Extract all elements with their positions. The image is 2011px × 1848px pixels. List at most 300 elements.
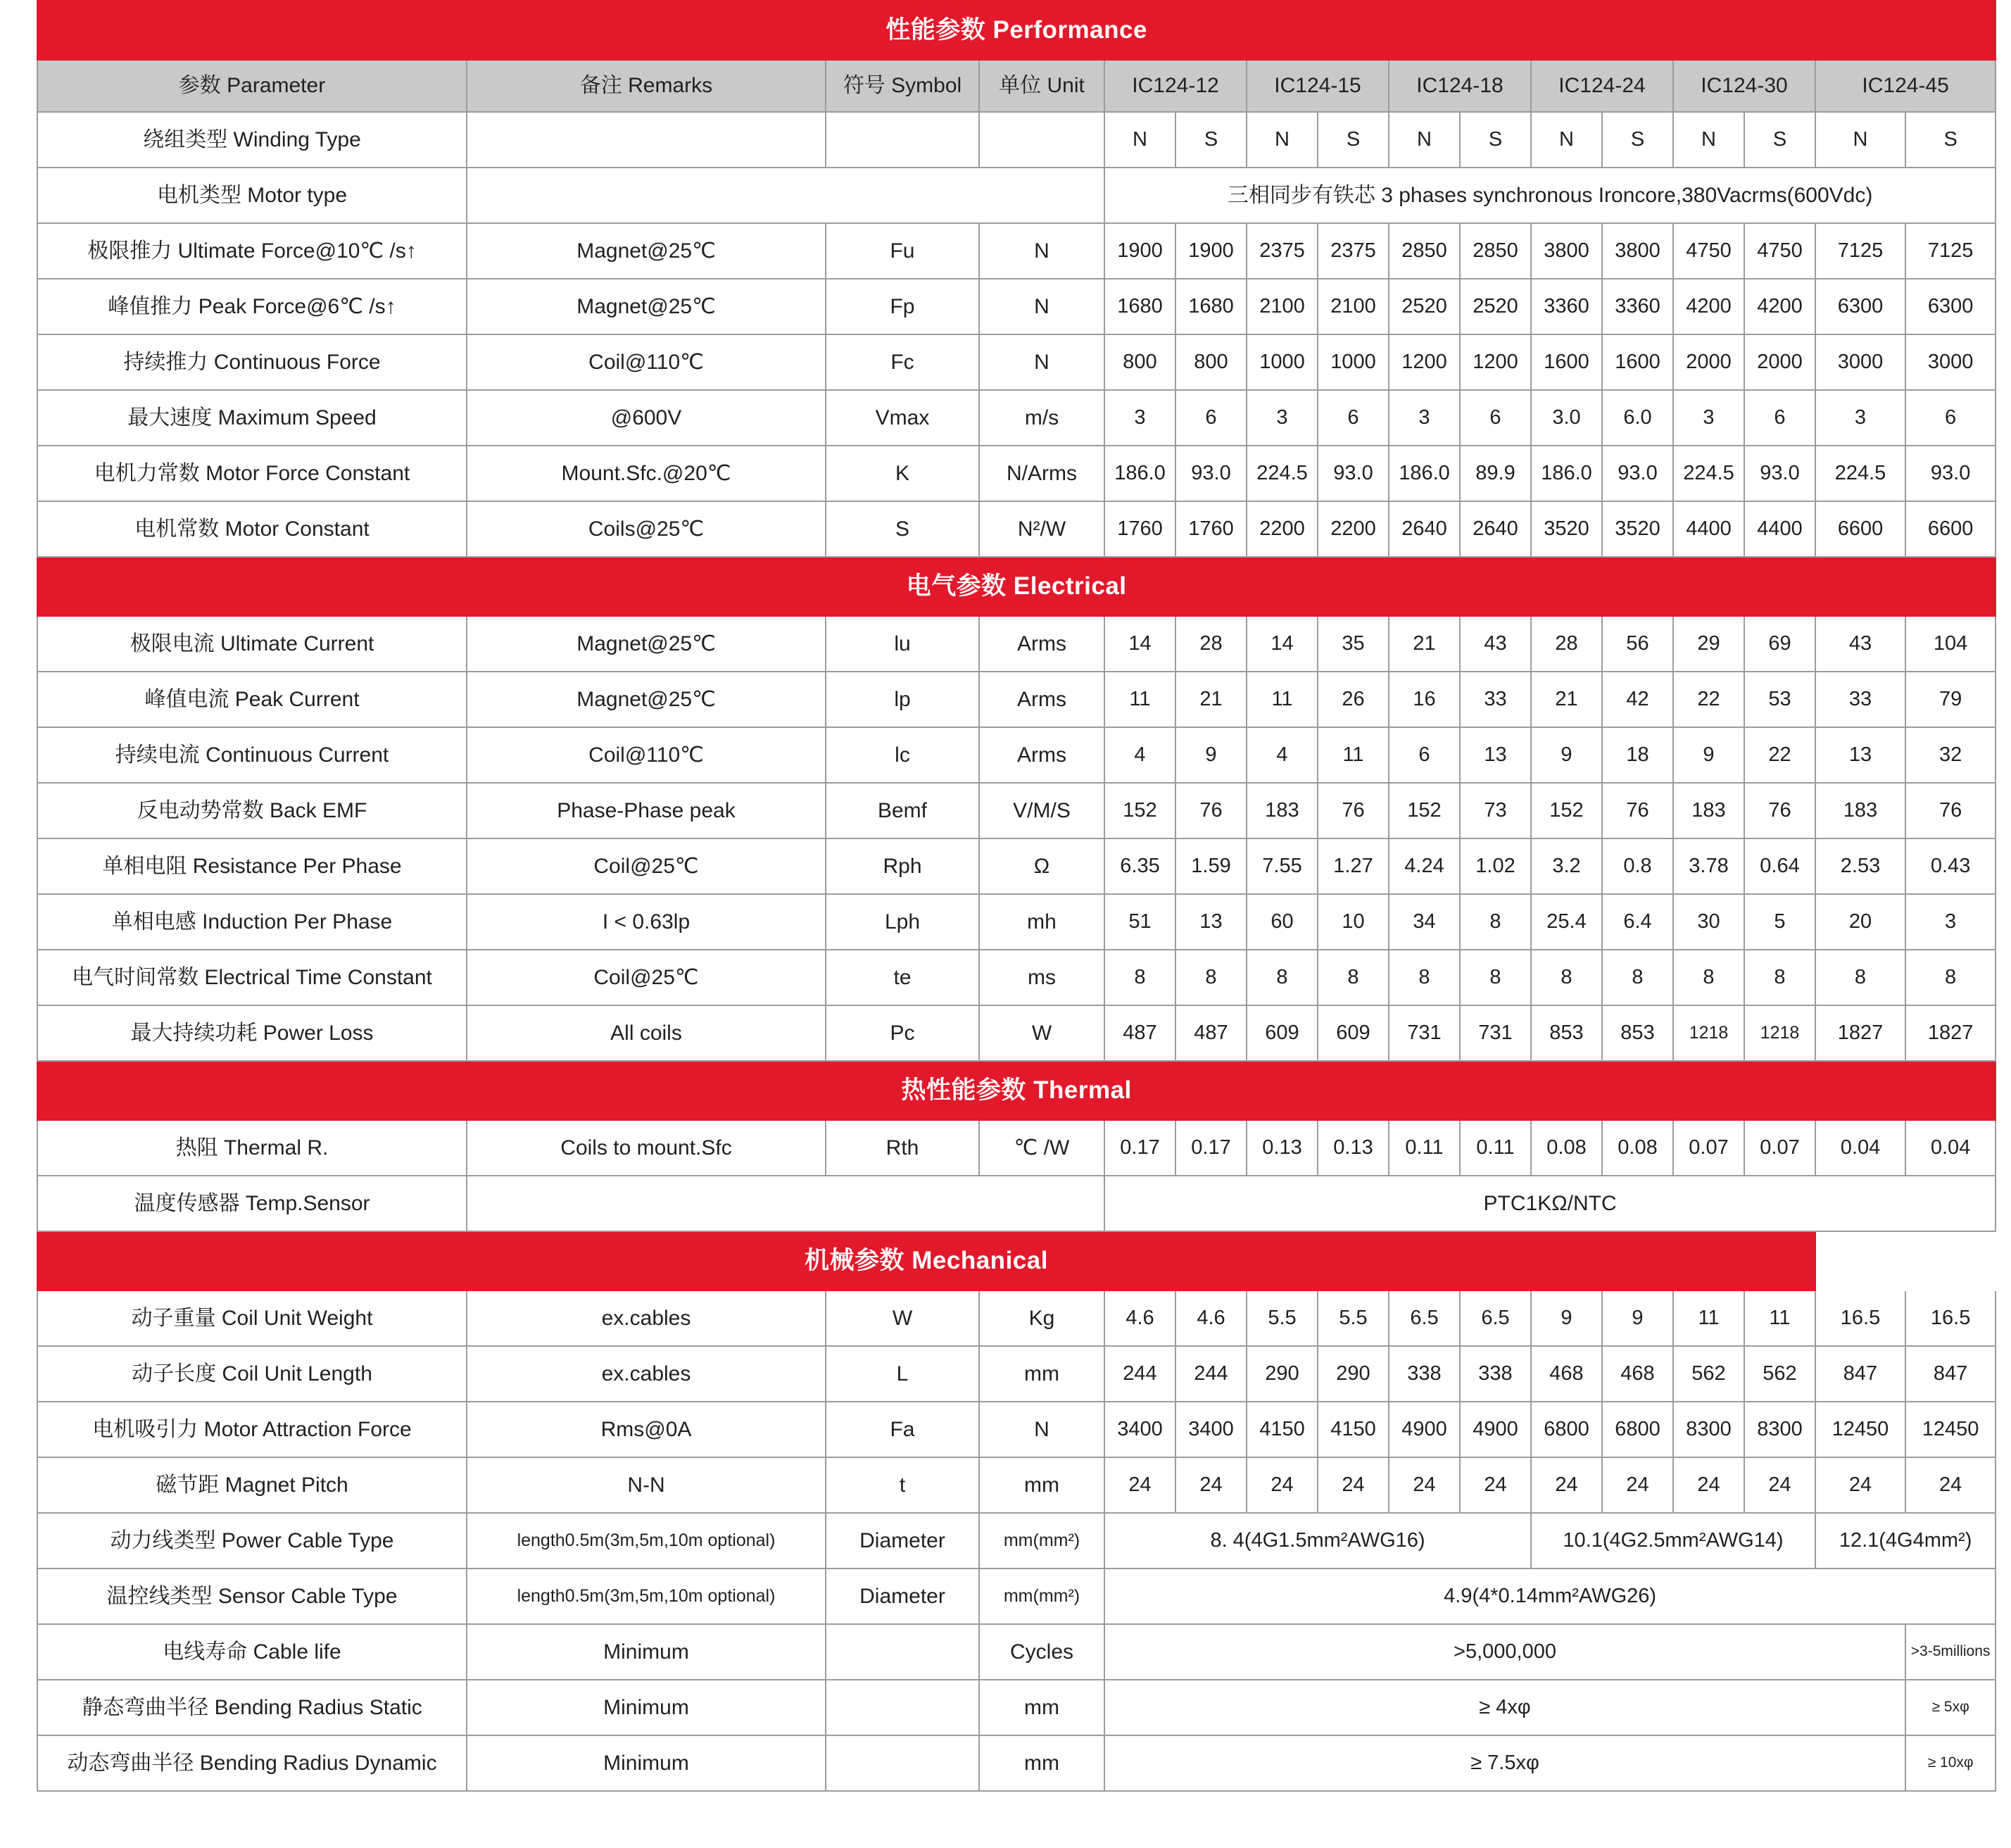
cell-value: 4150 — [1247, 1402, 1318, 1457]
row-symbol: Fu — [826, 223, 979, 279]
cell-value: 56 — [1602, 616, 1673, 672]
cell-value: 51 — [1104, 894, 1175, 950]
cell-value: 8 — [1905, 950, 1996, 1005]
row-label: 最大速度 Maximum Speed — [37, 390, 467, 446]
cell-value: 1760 — [1104, 501, 1175, 557]
cell-value: 2200 — [1247, 501, 1318, 557]
row-remark: ex.cables — [467, 1346, 826, 1402]
row-remark: length0.5m(3m,5m,10m optional) — [467, 1513, 826, 1569]
cell-value: 290 — [1318, 1346, 1389, 1402]
cell-value: 0.04 — [1815, 1120, 1905, 1176]
row-remark: Minimum — [467, 1735, 826, 1791]
row-label: 反电动势常数 Back EMF — [37, 783, 467, 838]
cell-value: 6800 — [1602, 1402, 1673, 1457]
table-row-power-loss — [37, 1005, 1996, 1061]
cell-value: 0.13 — [1318, 1120, 1389, 1176]
row-label: 热阻 Thermal R. — [37, 1120, 467, 1176]
row-unit: mm(mm²) — [979, 1513, 1104, 1569]
cell-value: 186.0 — [1531, 446, 1602, 501]
cell-value: 609 — [1247, 1005, 1318, 1061]
row-remark: Coils@25℃ — [467, 501, 826, 557]
cell-value: 76 — [1318, 783, 1389, 838]
cell-value-bending-dynamic-last: ≥ 10xφ — [1905, 1735, 1996, 1791]
row-symbol: L — [826, 1346, 979, 1402]
cell-value: 8300 — [1673, 1402, 1744, 1457]
cell-value: 32 — [1905, 727, 1996, 783]
table-row-motor-attraction-force — [37, 1402, 1996, 1457]
cell-value: 0.43 — [1905, 838, 1996, 894]
cell-value-power-cable-group-1: 8. 4(4G1.5mm²AWG16) — [1104, 1513, 1531, 1569]
cell-value: 76 — [1175, 783, 1247, 838]
cell-value: 338 — [1460, 1346, 1531, 1402]
cell-value: S — [1905, 112, 1996, 168]
cell-value: 2520 — [1389, 279, 1460, 334]
row-label: 极限推力 Ultimate Force@10℃ /s↑ — [37, 223, 467, 279]
cell-value: 11 — [1318, 727, 1389, 783]
row-symbol: Vmax — [826, 390, 979, 446]
cell-value: 16.5 — [1815, 1290, 1905, 1346]
cell-value: 152 — [1389, 783, 1460, 838]
column-header-model-5: IC124-30 — [1673, 60, 1815, 112]
cell-value-power-cable-group-3: 12.1(4G4mm²) — [1815, 1513, 1996, 1569]
row-symbol: Diameter — [826, 1569, 979, 1624]
cell-value: 5 — [1744, 894, 1815, 950]
cell-value: 1.27 — [1318, 838, 1389, 894]
cell-value: 731 — [1389, 1005, 1460, 1061]
row-remark: Rms@0A — [467, 1402, 826, 1457]
cell-value: 93.0 — [1175, 446, 1247, 501]
cell-value: 4 — [1247, 727, 1318, 783]
cell-value: 800 — [1175, 334, 1247, 390]
cell-value: N — [1104, 112, 1175, 168]
row-symbol: Bemf — [826, 783, 979, 838]
cell-value: 183 — [1247, 783, 1318, 838]
cell-value: 20 — [1815, 894, 1905, 950]
row-label: 峰值推力 Peak Force@6℃ /s↑ — [37, 279, 467, 334]
cell-value: 43 — [1815, 616, 1905, 672]
row-label: 温控线类型 Sensor Cable Type — [37, 1569, 467, 1624]
row-remark: Phase-Phase peak — [467, 783, 826, 838]
row-remark: @600V — [467, 390, 826, 446]
row-remark: Magnet@25℃ — [467, 672, 826, 727]
row-remark: Minimum — [467, 1624, 826, 1680]
table-row-continuous-current — [37, 727, 1996, 783]
row-label: 温度传感器 Temp.Sensor — [37, 1176, 467, 1231]
cell-value: 24 — [1815, 1457, 1905, 1513]
row-unit: N — [979, 223, 1104, 279]
cell-value: 6800 — [1531, 1402, 1602, 1457]
cell-value: 16 — [1389, 672, 1460, 727]
row-symbol: lc — [826, 727, 979, 783]
cell-value: 7.55 — [1247, 838, 1318, 894]
table-row-resistance-per-phase — [37, 838, 1996, 894]
table-row-winding-type — [37, 112, 1996, 168]
row-symbol: lp — [826, 672, 979, 727]
row-label: 最大持续功耗 Power Loss — [37, 1005, 467, 1061]
cell-value: 3000 — [1905, 334, 1996, 390]
cell-value: 224.5 — [1673, 446, 1744, 501]
row-unit: mm — [979, 1735, 1104, 1791]
cell-value: 3400 — [1175, 1402, 1247, 1457]
cell-value: 1000 — [1247, 334, 1318, 390]
cell-value: 24 — [1673, 1457, 1744, 1513]
row-remark — [467, 1176, 1104, 1231]
row-unit: Cycles — [979, 1624, 1104, 1680]
row-symbol: W — [826, 1290, 979, 1346]
column-header-model-3: IC124-18 — [1389, 60, 1531, 112]
cell-value: 6.35 — [1104, 838, 1175, 894]
row-unit: N — [979, 279, 1104, 334]
row-remark: All coils — [467, 1005, 826, 1061]
table-row-ultimate-current — [37, 616, 1996, 672]
cell-value: 3 — [1247, 390, 1318, 446]
cell-value: 25.4 — [1531, 894, 1602, 950]
cell-value: 6 — [1744, 390, 1815, 446]
cell-value: 1900 — [1175, 223, 1247, 279]
row-remark: Mount.Sfc.@20℃ — [467, 446, 826, 501]
cell-value: 3 — [1905, 894, 1996, 950]
cell-value-bending-static-main: ≥ 4xφ — [1104, 1680, 1905, 1735]
cell-value: 35 — [1318, 616, 1389, 672]
cell-value: 28 — [1175, 616, 1247, 672]
row-remark: Magnet@25℃ — [467, 223, 826, 279]
cell-value: 4900 — [1389, 1402, 1460, 1457]
row-label: 磁节距 Magnet Pitch — [37, 1457, 467, 1513]
cell-value: 468 — [1531, 1346, 1602, 1402]
table-row-maximum-speed — [37, 390, 1996, 446]
cell-value: 21 — [1175, 672, 1247, 727]
cell-value-cable-life-last: >3-5millions — [1905, 1624, 1996, 1680]
cell-value: 11 — [1673, 1290, 1744, 1346]
row-label: 动子长度 Coil Unit Length — [37, 1346, 467, 1402]
cell-value: 4.6 — [1175, 1290, 1247, 1346]
row-unit: m/s — [979, 390, 1104, 446]
cell-value: 468 — [1602, 1346, 1673, 1402]
cell-value: 2375 — [1318, 223, 1389, 279]
table-header-row — [37, 60, 1996, 112]
cell-value: 53 — [1744, 672, 1815, 727]
row-label: 电机力常数 Motor Force Constant — [37, 446, 467, 501]
table-row-motor-type — [37, 168, 1996, 223]
cell-value: 1218 — [1673, 1005, 1744, 1061]
column-header-model-1: IC124-12 — [1104, 60, 1247, 112]
cell-value: 6 — [1389, 727, 1460, 783]
row-unit: mm — [979, 1346, 1104, 1402]
row-label: 静态弯曲半径 Bending Radius Static — [37, 1680, 467, 1735]
table-row-cable-life — [37, 1624, 1996, 1680]
column-header-parameter: 参数 Parameter — [37, 60, 467, 112]
cell-value: 2375 — [1247, 223, 1318, 279]
cell-value: S — [1460, 112, 1531, 168]
row-unit: Arms — [979, 672, 1104, 727]
cell-value: 0.17 — [1104, 1120, 1175, 1176]
row-symbol: K — [826, 446, 979, 501]
cell-value: 3800 — [1531, 223, 1602, 279]
row-label: 持续电流 Continuous Current — [37, 727, 467, 783]
cell-value: 13 — [1175, 894, 1247, 950]
cell-value: 6.0 — [1602, 390, 1673, 446]
row-unit: N²/W — [979, 501, 1104, 557]
table-row-bending-radius-static — [37, 1680, 1996, 1735]
cell-value: 6 — [1905, 390, 1996, 446]
cell-value: 3.0 — [1531, 390, 1602, 446]
table-row-continuous-force — [37, 334, 1996, 390]
cell-value: 6300 — [1905, 279, 1996, 334]
cell-value: 28 — [1531, 616, 1602, 672]
cell-value: S — [1602, 112, 1673, 168]
cell-value: 3360 — [1531, 279, 1602, 334]
cell-value: 24 — [1460, 1457, 1531, 1513]
cell-value: 21 — [1531, 672, 1602, 727]
cell-value: 2.53 — [1815, 838, 1905, 894]
cell-value: 104 — [1905, 616, 1996, 672]
row-symbol — [826, 112, 979, 168]
cell-value: 609 — [1318, 1005, 1389, 1061]
cell-value: 8 — [1318, 950, 1389, 1005]
section-spacer — [1905, 1231, 1996, 1290]
row-label: 极限电流 Ultimate Current — [37, 616, 467, 672]
row-symbol: te — [826, 950, 979, 1005]
row-remark: N-N — [467, 1457, 826, 1513]
row-symbol: Diameter — [826, 1513, 979, 1569]
row-unit: N/Arms — [979, 446, 1104, 501]
cell-value: 338 — [1389, 1346, 1460, 1402]
cell-value: 1200 — [1389, 334, 1460, 390]
cell-value-cable-life-main: >5,000,000 — [1104, 1624, 1905, 1680]
cell-value: 24 — [1175, 1457, 1247, 1513]
cell-value: 487 — [1175, 1005, 1247, 1061]
cell-value: 800 — [1104, 334, 1175, 390]
cell-value: 60 — [1247, 894, 1318, 950]
cell-value: N — [1247, 112, 1318, 168]
cell-value: 11 — [1104, 672, 1175, 727]
cell-value: 43 — [1460, 616, 1531, 672]
row-unit: ℃ /W — [979, 1120, 1104, 1176]
cell-value: 34 — [1389, 894, 1460, 950]
cell-value: 152 — [1104, 783, 1175, 838]
cell-value: 93.0 — [1905, 446, 1996, 501]
cell-value: 244 — [1175, 1346, 1247, 1402]
table-row-ultimate-force — [37, 223, 1996, 279]
row-remark: Magnet@25℃ — [467, 279, 826, 334]
cell-value: 4 — [1104, 727, 1175, 783]
cell-value: 24 — [1247, 1457, 1318, 1513]
cell-value: 8 — [1673, 950, 1744, 1005]
cell-value: 4.24 — [1389, 838, 1460, 894]
cell-value: 8300 — [1744, 1402, 1815, 1457]
cell-value: N — [1673, 112, 1744, 168]
cell-value: 6600 — [1905, 501, 1996, 557]
row-remark: Coil@25℃ — [467, 838, 826, 894]
cell-value: 8 — [1104, 950, 1175, 1005]
specification-table — [37, 0, 1996, 1792]
cell-value: 2850 — [1389, 223, 1460, 279]
cell-value: 0.07 — [1744, 1120, 1815, 1176]
cell-value: 12450 — [1905, 1402, 1996, 1457]
cell-value: 5.5 — [1247, 1290, 1318, 1346]
section-header-mechanical — [37, 1231, 1996, 1290]
row-label: 动子重量 Coil Unit Weight — [37, 1290, 467, 1346]
table-row-induction-per-phase — [37, 894, 1996, 950]
row-symbol: Rth — [826, 1120, 979, 1176]
cell-value: 3.2 — [1531, 838, 1602, 894]
cell-value: 8 — [1815, 950, 1905, 1005]
cell-value: 6 — [1318, 390, 1389, 446]
cell-value: 93.0 — [1744, 446, 1815, 501]
cell-value: 0.07 — [1673, 1120, 1744, 1176]
cell-value: 10 — [1318, 894, 1389, 950]
cell-value: 24 — [1318, 1457, 1389, 1513]
table-row-peak-current — [37, 672, 1996, 727]
row-unit: mh — [979, 894, 1104, 950]
cell-value: 22 — [1673, 672, 1744, 727]
cell-value: 3.78 — [1673, 838, 1744, 894]
cell-value: 1600 — [1602, 334, 1673, 390]
column-header-remarks: 备注 Remarks — [467, 60, 826, 112]
cell-value: 3520 — [1602, 501, 1673, 557]
cell-value: 4750 — [1744, 223, 1815, 279]
cell-value: 0.17 — [1175, 1120, 1247, 1176]
cell-value: 9 — [1175, 727, 1247, 783]
cell-value: 183 — [1815, 783, 1905, 838]
cell-value: 8 — [1247, 950, 1318, 1005]
section-header-electrical — [37, 557, 1996, 616]
cell-value: 0.11 — [1389, 1120, 1460, 1176]
cell-value: 2000 — [1673, 334, 1744, 390]
cell-value: 4750 — [1673, 223, 1744, 279]
cell-value: 6.5 — [1460, 1290, 1531, 1346]
cell-value: 152 — [1531, 783, 1602, 838]
cell-value: 4400 — [1744, 501, 1815, 557]
cell-value-power-cable-group-2: 10.1(4G2.5mm²AWG14) — [1531, 1513, 1815, 1569]
row-label: 动力线类型 Power Cable Type — [37, 1513, 467, 1569]
row-remark: Coils to mount.Sfc — [467, 1120, 826, 1176]
row-symbol: S — [826, 501, 979, 557]
cell-value: S — [1175, 112, 1247, 168]
cell-value: 8 — [1460, 950, 1531, 1005]
cell-value: 4200 — [1744, 279, 1815, 334]
cell-value: 1218 — [1744, 1005, 1815, 1061]
cell-value: 1827 — [1815, 1005, 1905, 1061]
cell-value: 14 — [1247, 616, 1318, 672]
table-row-electrical-time-constant — [37, 950, 1996, 1005]
table-row-motor-constant — [37, 501, 1996, 557]
cell-value: 3 — [1815, 390, 1905, 446]
row-symbol: Fc — [826, 334, 979, 390]
row-unit: Arms — [979, 616, 1104, 672]
cell-value-sensor-cable: 4.9(4*0.14mm²AWG26) — [1104, 1569, 1996, 1624]
cell-value: 30 — [1673, 894, 1744, 950]
table-row-sensor-cable-type — [37, 1569, 1996, 1624]
row-unit: N — [979, 1402, 1104, 1457]
cell-value: 224.5 — [1247, 446, 1318, 501]
cell-value: S — [1318, 112, 1389, 168]
cell-value: 5.5 — [1318, 1290, 1389, 1346]
table-row-back-emf — [37, 783, 1996, 838]
row-label: 电线寿命 Cable life — [37, 1624, 467, 1680]
cell-value: 853 — [1531, 1005, 1602, 1061]
row-remark: Magnet@25℃ — [467, 616, 826, 672]
cell-value: 4.6 — [1104, 1290, 1175, 1346]
cell-value: 9 — [1531, 727, 1602, 783]
row-unit: mm — [979, 1680, 1104, 1735]
cell-value-bending-static-last: ≥ 5xφ — [1905, 1680, 1996, 1735]
row-label: 电机常数 Motor Constant — [37, 501, 467, 557]
row-label: 峰值电流 Peak Current — [37, 672, 467, 727]
row-label: 单相电阻 Resistance Per Phase — [37, 838, 467, 894]
cell-value: 0.08 — [1531, 1120, 1602, 1176]
cell-value: 186.0 — [1389, 446, 1460, 501]
cell-value: 79 — [1905, 672, 1996, 727]
row-symbol — [826, 1624, 979, 1680]
cell-value: 24 — [1602, 1457, 1673, 1513]
table-row-thermal-resistance — [37, 1120, 1996, 1176]
cell-value: 1200 — [1460, 334, 1531, 390]
cell-value: 847 — [1815, 1346, 1905, 1402]
cell-value: N — [1815, 112, 1905, 168]
row-label: 单相电感 Induction Per Phase — [37, 894, 467, 950]
table-row-coil-unit-length — [37, 1346, 1996, 1402]
cell-value: 0.04 — [1905, 1120, 1996, 1176]
cell-value: 1680 — [1104, 279, 1175, 334]
cell-value: 186.0 — [1104, 446, 1175, 501]
cell-value: 4200 — [1673, 279, 1744, 334]
cell-value: 33 — [1815, 672, 1905, 727]
section-header-performance — [37, 1, 1996, 60]
cell-value: 2200 — [1318, 501, 1389, 557]
table-row-magnet-pitch — [37, 1457, 1996, 1513]
table-row-power-cable-type — [37, 1513, 1996, 1569]
cell-value: 2000 — [1744, 334, 1815, 390]
row-symbol: Rph — [826, 838, 979, 894]
cell-value: 1600 — [1531, 334, 1602, 390]
table-row-bending-radius-dynamic — [37, 1735, 1996, 1791]
row-unit — [979, 112, 1104, 168]
cell-value: 24 — [1104, 1457, 1175, 1513]
cell-value: 731 — [1460, 1005, 1531, 1061]
cell-value: N — [1389, 112, 1460, 168]
cell-value: 224.5 — [1815, 446, 1905, 501]
row-unit: W — [979, 1005, 1104, 1061]
cell-value: 24 — [1389, 1457, 1460, 1513]
row-unit: V/M/S — [979, 783, 1104, 838]
cell-value: 89.9 — [1460, 446, 1531, 501]
cell-value: 73 — [1460, 783, 1531, 838]
cell-value: 6.4 — [1602, 894, 1673, 950]
cell-value: 14 — [1104, 616, 1175, 672]
cell-value: 24 — [1744, 1457, 1815, 1513]
row-remark — [467, 168, 1104, 223]
cell-value-motor-type: 三相同步有铁芯 3 phases synchronous Ironcore,380Vacrms(600Vdc) — [1104, 168, 1996, 223]
cell-value: 42 — [1602, 672, 1673, 727]
cell-value: 6 — [1175, 390, 1247, 446]
row-symbol — [826, 1735, 979, 1791]
cell-value: 29 — [1673, 616, 1744, 672]
cell-value: 6 — [1460, 390, 1531, 446]
cell-value: 76 — [1905, 783, 1996, 838]
cell-value: 487 — [1104, 1005, 1175, 1061]
cell-value-bending-dynamic-main: ≥ 7.5xφ — [1104, 1735, 1905, 1791]
cell-value: 7125 — [1905, 223, 1996, 279]
row-symbol: Pc — [826, 1005, 979, 1061]
row-unit: Arms — [979, 727, 1104, 783]
row-remark: Coil@110℃ — [467, 727, 826, 783]
cell-value: S — [1744, 112, 1815, 168]
cell-value: 93.0 — [1602, 446, 1673, 501]
column-header-model-2: IC124-15 — [1247, 60, 1389, 112]
cell-value: 9 — [1673, 727, 1744, 783]
cell-value: 8 — [1531, 950, 1602, 1005]
